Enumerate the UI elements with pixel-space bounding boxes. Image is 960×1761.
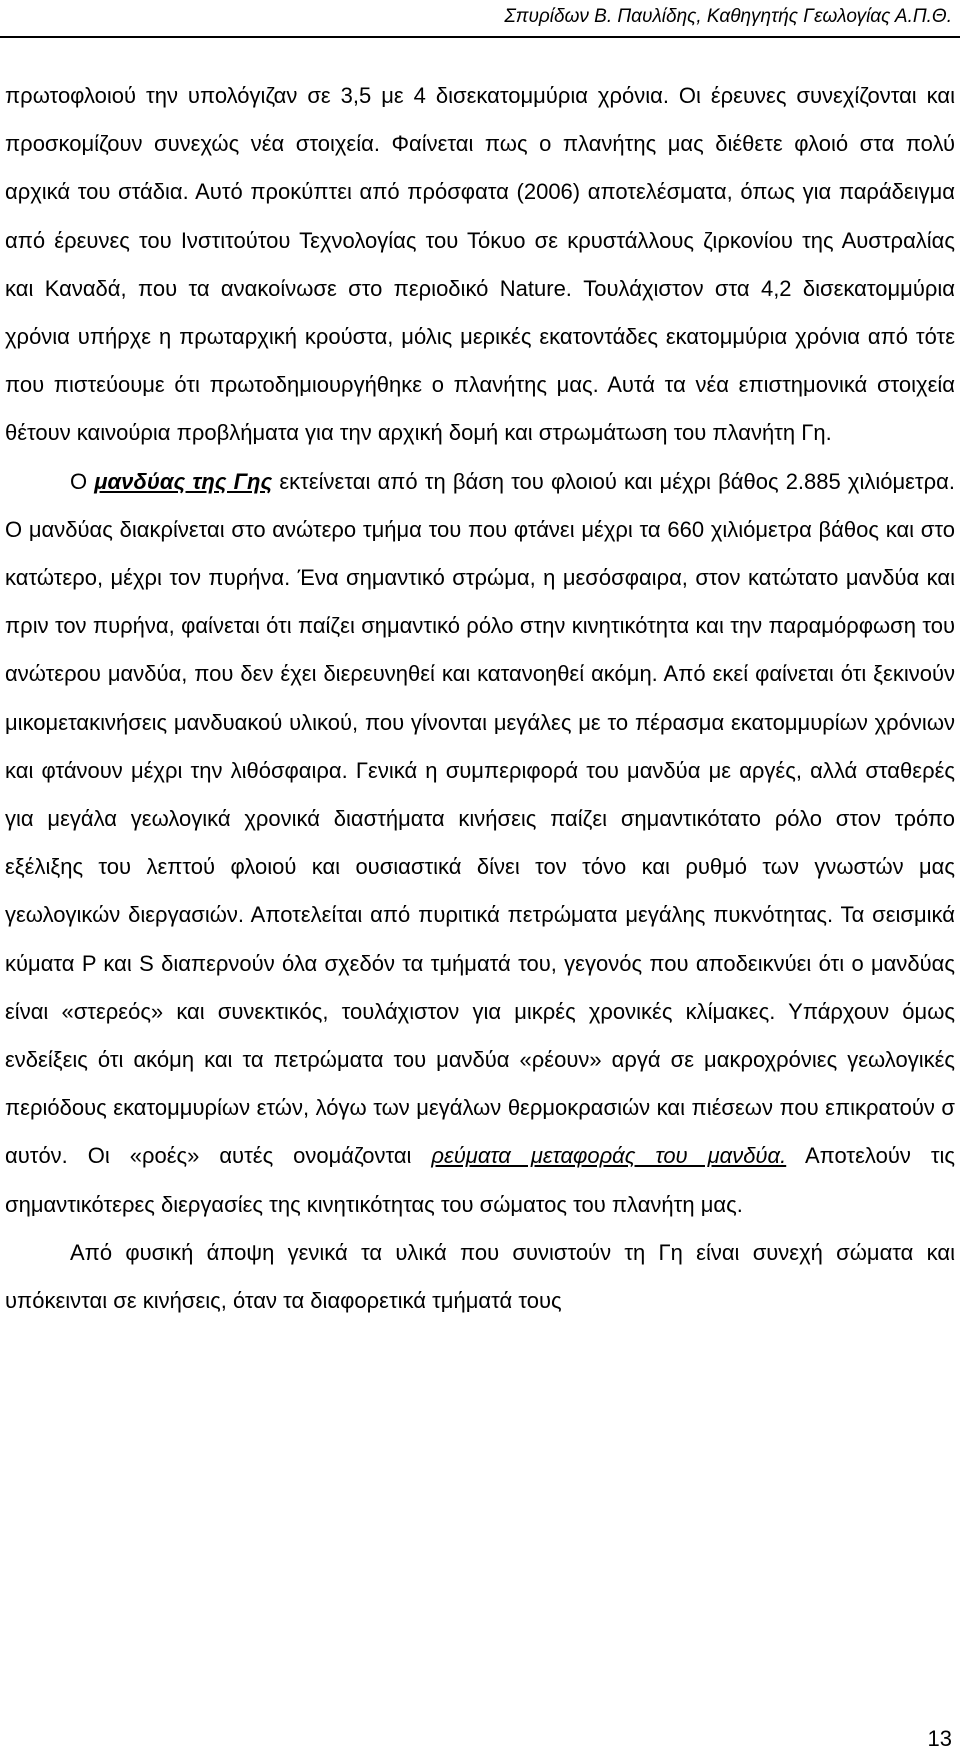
header-rule bbox=[0, 36, 960, 38]
mantle-description: εκτείνεται από τη βάση του φλοιού και μέχρι βάθος 2.885 χιλιόμετρα. Ο μανδύας διακρίνεται στο ανώτερο τμήμα του που φτάνει μέχρι τα 660 χιλιόμετρα βάθος και στο κατώτερο, μέχρι τον πυρήνα. Ένα σημαντικό στρώμα, η μεσόσφαιρα, στον κατώτατο μανδύα και πριν τον πυρήνα, φαίνεται ότι παίζει σημαντικό ρόλο στην κινητικότητα και την παραμόρφωση του ανώτερου μανδύα, που δεν έχει διερευνηθεί και κατανοηθεί ακόμη. Από εκεί φαίνεται ότι ξεκινούν μικομετακινήσεις μανδυακού υλικού, που γίνονται μεγάλες με το πέρασμα εκατομμυρίων χρόνιων και φτάνουν μέχρι την λιθόσφαιρα. Γενικά η συμπεριφορά του μανδύα με αργές, αλλά σταθερές για μεγάλα γεωλογικά χρονικά διαστήματα κινήσεις παίζει σημαντικότατο ρόλο στον τρόπο εξέλιξης του λεπτού φλοιού και ουσιαστικά δίνει τον τόνο και ρυθμό των γνωστών μας γεωλογικών διεργασιών. Αποτελείται από πυριτικά πετρώματα μεγάλης πυκνότητας. Τα σεισμικά κύματα P και S διαπερνούν όλα σχεδόν τα τμήματά του, γεγονός που αποδεικνύει ότι ο μανδύας είναι «στερεός» και συνεκτικός, τουλάχιστον για μικρές χρονικές κλίμακες. Υπάρχουν όμως ενδείξεις ότι ακόμη και τα πετρώματα του μανδύα «ρέουν» αργά σε μακροχρόνιες γεωλογικές περιόδους εκατομμυρίων ετών, λόγω των μεγάλων θερμοκρασιών και πιέσεων που επικρατούν σ αυτόν. Οι «ροές» αυτές ονομάζονται bbox=[5, 468, 955, 1169]
paragraph-physical-view: Από φυσική άποψη γενικά τα υλικά που συνιστούν τη Γη είναι συνεχή σώματα και υπόκεινται σε κινήσεις, όταν τα διαφορετικά τμήματά τους bbox=[5, 1239, 955, 1314]
mantle-term: μανδύας της Γης bbox=[94, 468, 273, 494]
running-header: Σπυρίδων Β. Παυλίδης, Καθηγητής Γεωλογίας Α.Π.Θ. bbox=[504, 6, 952, 27]
mantle-convection-term: ρεύματα μεταφοράς του μανδύα. bbox=[431, 1143, 787, 1169]
mantle-conclusion: Αποτελούν τις σημαντικότερες διεργασίες της κινητικότητας του σώματος του πλανήτη μας. bbox=[5, 1143, 955, 1217]
mantle-intro: Ο bbox=[70, 468, 95, 494]
page-body bbox=[5, 72, 955, 1325]
paragraph-mantle bbox=[5, 458, 955, 1229]
paragraph-crust-age: πρωτοφλοιού την υπολόγιζαν σε 3,5 με 4 δισεκατομμύρια χρόνια. Οι έρευνες συνεχίζονται και προσκομίζουν συνεχώς νέα στοιχεία. Φαίνεται πως ο πλανήτης μας διέθετε φλοιό στα πολύ αρχικά του στάδια. Αυτό προκύπτει από πρόσφατα (2006) αποτελέσματα, όπως για παράδειγμα από έρευνες του Ινστιτούτου Τεχνολογίας του Τόκυο σε κρυστάλλους ζιρκονίου της Αυστραλίας και Καναδά, που τα ανακοίνωσε στο περιοδικό Nature. Τουλάχιστον στα 4,2 δισεκατομμύρια χρόνια υπήρχε η πρωταρχική κρούστα, μόλις μερικές εκατοντάδες εκατομμύρια χρόνια από τότε που πιστεύουμε ότι πρωτοδημιουργήθηκε ο πλανήτης μας. Αυτά τα νέα επιστημονικά στοιχεία θέτουν καινούρια προβλήματα για την αρχική δομή και στρωμάτωση του πλανήτη Γη. bbox=[5, 83, 955, 446]
page-number: 13 bbox=[927, 1726, 952, 1751]
